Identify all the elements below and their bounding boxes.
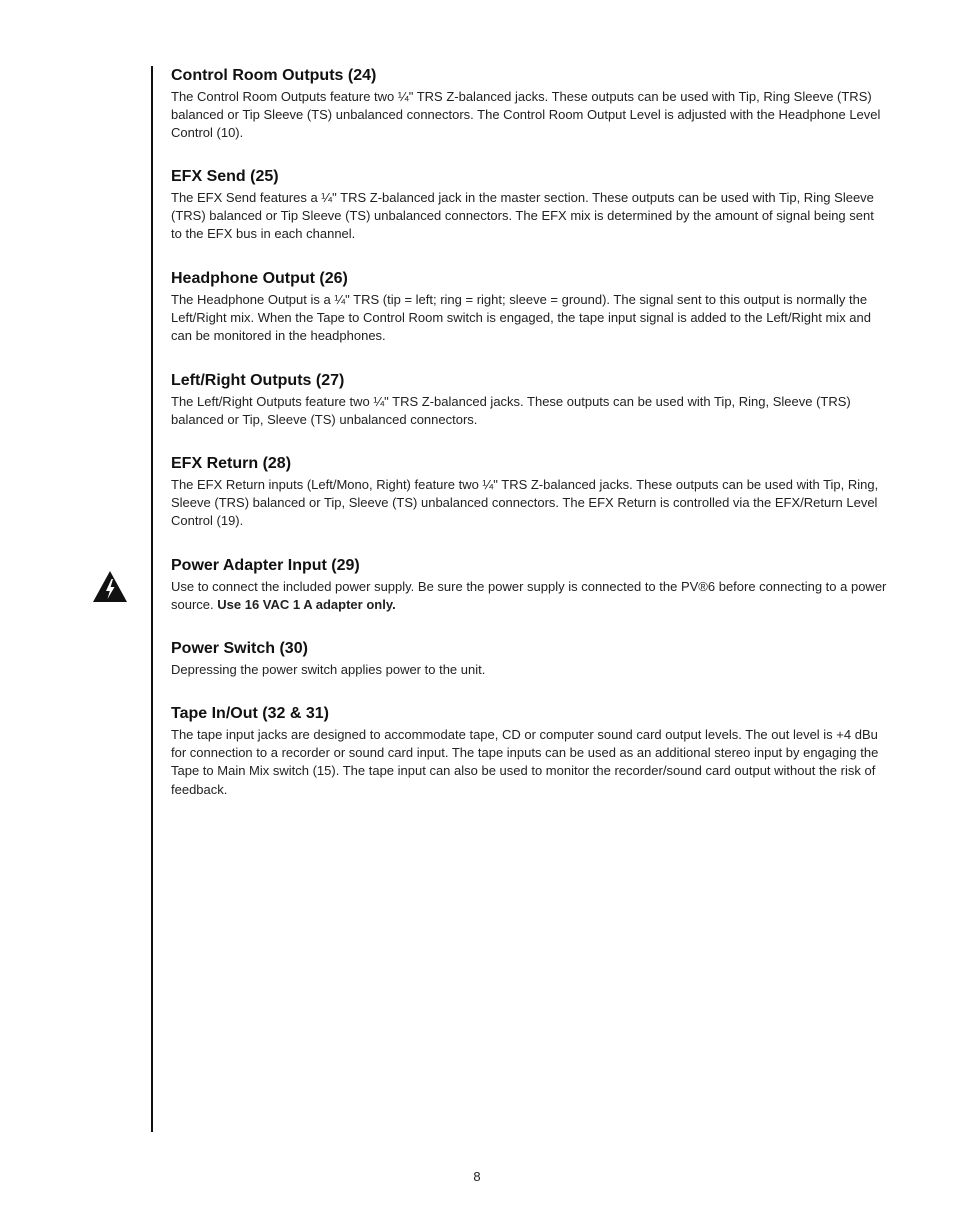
- section-body-text: Use to connect the included power supply. Be sure the power supply is connected to the PV®6 before connecting to a power source.: [171, 579, 887, 613]
- section-heading: Power Adapter Input (29): [171, 557, 360, 574]
- section-efx-return: [171, 454, 887, 531]
- section-heading: Left/Right Outputs (27): [171, 372, 345, 389]
- section-control-room-outputs: [171, 66, 887, 143]
- section-body: The tape input jacks are designed to accommodate tape, CD or computer sound card output levels. The out level is +4 dBu for connection to a recorder or sound card input. The tape inputs can be used as an additional stereo input by engaging the Tape to Main Mix switch (15). The tape input can also be used to monitor the recorder/sound card output without the risk of feedback.: [171, 727, 879, 797]
- section-heading: Headphone Output (26): [171, 270, 348, 287]
- section-body: The Left/Right Outputs feature two ¼" TRS Z-balanced jacks. These outputs can be used with Tip, Ring, Sleeve (TRS) balanced or Tip, Sleeve (TS) unbalanced connectors.: [171, 394, 851, 428]
- section-body: Depressing the power switch applies power to the unit.: [171, 662, 486, 677]
- section-body: The EFX Send features a ¼" TRS Z-balanced jack in the master section. These outputs can be used with Tip, Ring Sleeve (TRS) balanced or Tip Sleeve (TS) unbalanced connectors. The EFX mix is determined by the amount of signal being sent to the EFX bus in each channel.: [171, 190, 874, 242]
- section-power-adapter-input: [171, 556, 887, 614]
- section-left-right-outputs: [171, 371, 887, 429]
- section-body: The EFX Return inputs (Left/Mono, Right) feature two ¼" TRS Z-balanced jacks. These outputs can be used with Tip, Ring, Sleeve (TRS) balanced or Tip, Sleeve (TS) unbalanced connectors. The EFX Return is controlled via the EFX/Return Level Control (19).: [171, 477, 879, 529]
- section-heading: Tape In/Out (32 & 31): [171, 705, 329, 722]
- section-heading: Power Switch (30): [171, 640, 308, 657]
- margin-rule: [151, 66, 153, 1132]
- section-headphone-output: [171, 269, 887, 346]
- section-tape-in-out: [171, 704, 887, 799]
- section-body: The Control Room Outputs feature two ¼" TRS Z-balanced jacks. These outputs can be used with Tip, Ring Sleeve (TRS) balanced or Tip Sleeve (TS) unbalanced connectors. The Control Room Output Level is adjusted with the Headphone Level Control (10).: [171, 89, 881, 141]
- adapter-warning-text: Use 16 VAC 1 A adapter only.: [217, 597, 396, 613]
- electrical-hazard-icon: [92, 570, 128, 603]
- section-heading: Control Room Outputs (24): [171, 67, 377, 84]
- section-power-switch: [171, 639, 485, 679]
- section-body: [171, 578, 887, 614]
- section-efx-send: [171, 167, 887, 244]
- section-heading: EFX Return (28): [171, 455, 292, 472]
- page-number: 8: [473, 1169, 481, 1184]
- section-body: The Headphone Output is a ¼" TRS (tip = left; ring = right; sleeve = ground). The signal sent to this output is normally the Left/Right mix. When the Tape to Control Room switch is engaged, the tape input signal is added to the Left/Right mix and can be monitored in the headphones.: [171, 292, 871, 344]
- section-heading: EFX Send (25): [171, 168, 279, 185]
